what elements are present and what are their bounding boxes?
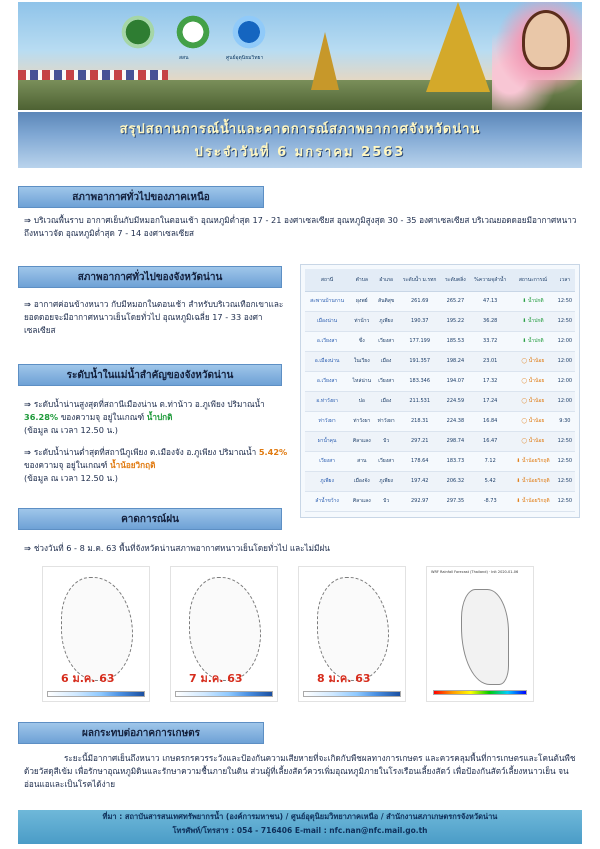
circle-icon: ◯: [521, 398, 529, 404]
table-cell: 9:30: [555, 411, 575, 431]
arrow-down-icon: ⬇: [522, 338, 528, 344]
table-cell: ◯ น้ำน้อย: [511, 351, 555, 371]
max-level-percent: 36.28%: [24, 412, 59, 422]
table-cell: อ.เวียงสา: [305, 331, 349, 351]
table-cell: ท่าวังผา: [374, 411, 397, 431]
table-cell: อ.ท่าวังผา: [305, 391, 349, 411]
col-subdistrict: ตำบล: [349, 269, 374, 291]
agri-impact-text: ระยะนี้มีอากาศเย็นถึงหนาว เกษตรกรควรระวังและป้องกันความเสียหายที่จะเกิดกับพืชผลทางการเกษตร และควรคลุมพื้นที่การเกษตรและโคนต้นพืชด้วยวัสดุสีเข้ม เพื่อรักษาอุณหภูมิดินและรักษาความชื้นภายในดิน ส่วนผู้ที่เลี้ยงสัตว์ควรเพิ่มอุณหภูมิภายในโรงเรือนเลี้ยงสัตว์ เพื่อป้องกันสัตว์เลี้ยงหนาวเย็น จนอ่อนแอและเป็นโรคได้ง่าย: [24, 753, 576, 789]
rain-forecast-text: ⇒ ช่วงวันที่ 6 - 8 ม.ค. 63 พื้นที่จังหวัดน่านสภาพอากาศหนาวเย็นโดยทั่วไป และไม่มีฝน: [24, 543, 330, 553]
title-band: [18, 112, 582, 168]
table-row: [305, 391, 575, 411]
table-cell: ในเวียง: [349, 351, 374, 371]
table-cell: ◯ น้ำน้อย: [511, 371, 555, 391]
table-cell: เมือง: [374, 351, 397, 371]
table-cell: 12:00: [555, 391, 575, 411]
table-row: [305, 471, 575, 491]
table-cell: 7.12: [469, 451, 511, 471]
table-cell: 224.59: [442, 391, 470, 411]
arrow-down-icon: ⬇: [522, 298, 528, 304]
rain-map-date: 6 ม.ค. 63: [61, 672, 115, 685]
table-cell: 224.38: [442, 411, 470, 431]
table-cell: อ.เมืองน่าน: [305, 351, 349, 371]
water-level-table: [305, 269, 575, 512]
table-cell: 292.97: [398, 491, 442, 511]
rain-map-day-3: [298, 566, 406, 702]
table-cell: ◯ น้ำน้อย: [511, 391, 555, 411]
table-cell: 33.72: [469, 331, 511, 351]
rain-forecast-heading: คาดการณ์ฝน: [18, 508, 282, 530]
page-title: สรุปสถานการณ์น้ำและคาดการณ์สภาพอากาศจังหวัดน่าน: [119, 122, 481, 137]
circle-icon: ◯: [521, 438, 529, 444]
table-cell: 23.01: [469, 351, 511, 371]
rain-colorbar: [47, 691, 145, 697]
table-cell: สะพานบ้านกาน: [305, 291, 349, 311]
table-cell: 12:50: [555, 311, 575, 331]
north-weather-text: ⇒ บริเวณพื้นราบ อากาศเย็นกับมีหมอกในตอนเช้า อุณหภูมิต่ำสุด 17 - 21 องศาเซลเซียส อุณหภูมิสูงสุด 30 - 35 องศาเซลเซียส บริเวณยอดดอยมีอากาศหนาวถึงหนาวจัด อุณหภูมิต่ำสุด 7 - 14 องศาเซลเซียส: [24, 215, 577, 238]
river-level-heading: ระดับน้ำในแม่น้ำสำคัญของจังหวัดน่าน: [18, 364, 282, 386]
table-row: [305, 311, 575, 331]
table-cell: 12:50: [555, 471, 575, 491]
max-level-status: น้ำปกติ: [146, 412, 173, 422]
table-cell: ⬇ น้ำปกติ: [511, 311, 555, 331]
table-cell: 183.73: [442, 451, 470, 471]
arrow-icon: ⇒: [24, 399, 31, 409]
table-cell: 261.69: [398, 291, 442, 311]
min-level-percent: 5.42%: [258, 447, 288, 457]
circle-icon: ◯: [521, 358, 529, 364]
table-cell: สันติสุข: [374, 291, 397, 311]
col-district: อำเภอ: [374, 269, 397, 291]
table-cell: 211.531: [398, 391, 442, 411]
nan-province-outline: [189, 577, 261, 681]
table-cell: ขึ่ง: [349, 331, 374, 351]
table-cell: เวียงสา: [374, 371, 397, 391]
table-cell: 16.84: [469, 411, 511, 431]
table-row: [305, 451, 575, 471]
table-cell: 47.13: [469, 291, 511, 311]
table-cell: 218.31: [398, 411, 442, 431]
agency-logo-1: [120, 12, 156, 52]
table-cell: 17.24: [469, 391, 511, 411]
circle-icon: ◯: [521, 418, 529, 424]
col-time: เวลา: [555, 269, 575, 291]
table-cell: เวียงสา: [305, 451, 349, 471]
col-station: สถานี: [305, 269, 349, 291]
footer-source: ที่มา : สถาบันสารสนเทศทรัพยากรน้ำ (องค์การมหาชน) / ศูนย์อุตุนิยมวิทยาภาคเหนือ / สำนักงานสภาเกษตรกรจังหวัดน่าน: [102, 812, 498, 821]
table-cell: 298.74: [442, 431, 470, 451]
table-cell: 12:50: [555, 451, 575, 471]
table-cell: 5.42: [469, 471, 511, 491]
header-banner: [18, 2, 582, 110]
arrow-icon: ⇒: [24, 215, 31, 225]
table-cell: เมืองจัง: [349, 471, 374, 491]
table-cell: ปัว: [374, 491, 397, 511]
table-cell: 194.07: [442, 371, 470, 391]
nan-province-outline: [61, 577, 133, 681]
table-cell: 12:50: [555, 291, 575, 311]
water-level-table-panel: [300, 264, 580, 518]
table-cell: ลำน้ำขว้าง: [305, 491, 349, 511]
table-cell: สาน: [349, 451, 374, 471]
table-cell: 195.22: [442, 311, 470, 331]
logo-3-text: ศูนย์อุตุนิยมวิทยา: [226, 55, 264, 61]
table-row: [305, 411, 575, 431]
table-row: [305, 371, 575, 391]
arrow-icon: ⇒: [24, 447, 31, 457]
table-cell: 185.53: [442, 331, 470, 351]
table-cell: ภูเพียง: [374, 311, 397, 331]
table-cell: ศิลาแลง: [349, 431, 374, 451]
col-water-level: ระดับน้ำ ม.รทก: [398, 269, 442, 291]
nan-weather-heading: สภาพอากาศทั่วไปของจังหวัดน่าน: [18, 266, 282, 288]
golden-pagoda-image: [426, 2, 490, 92]
table-cell: 12:00: [555, 371, 575, 391]
logo-2-text: สสน: [179, 55, 189, 61]
table-cell: ปัว: [374, 431, 397, 451]
circle-icon: ⬇: [516, 458, 522, 464]
table-cell: 190.37: [398, 311, 442, 331]
agri-impact-heading: ผลกระทบต่อภาคการเกษตร: [18, 722, 264, 744]
nan-weather-text: ⇒ อากาศค่อนข้างหนาว กับมีหมอกในตอนเช้า สำหรับบริเวณเทือกเขาและยอดดอยจะมีอากาศหนาวเย็นโดยทั่วไป อุณหภูมิเฉลี่ย 17 - 33 องศาเซลเซียส: [24, 299, 284, 335]
table-cell: ผาน้ำคุน: [305, 431, 349, 451]
table-cell: ท่าวังผา: [305, 411, 349, 431]
table-row: [305, 331, 575, 351]
table-header-row: [305, 269, 575, 291]
table-cell: 183.346: [398, 371, 442, 391]
page-date: ประจำวันที่ 6 มกราคม 2563: [194, 145, 406, 160]
table-cell: ท่าวังผา: [349, 411, 374, 431]
table-cell: ◯ น้ำน้อย: [511, 411, 555, 431]
precip-colorbar: [433, 690, 527, 695]
table-cell: เวียงสา: [374, 451, 397, 471]
circle-icon: ⬇: [516, 478, 522, 484]
table-cell: ⬇ น้ำน้อยวิกฤติ: [511, 491, 555, 511]
rain-map-day-2: [170, 566, 278, 702]
rain-colorbar: [303, 691, 401, 697]
table-cell: เมืองน่าน: [305, 311, 349, 331]
table-cell: 198.24: [442, 351, 470, 371]
circle-icon: ⬇: [516, 498, 522, 504]
river-level-item-2: ⇒ ระดับน้ำน่านต่ำสุดที่สถานีภูเพียง ต.เมืองจัง อ.ภูเพียง ปริมาณน้ำ 5.42% ของความจุ อยู่ในเกณฑ์ น้ำน้อยวิกฤติ (ข้อมูล ณ เวลา 12.50 น.): [24, 447, 288, 483]
footer: [18, 810, 582, 844]
rain-map-day-1: [42, 566, 150, 702]
river-level-item-1: ⇒ ระดับน้ำน่านสูงสุดที่สถานีเมืองน่าน ต.ท่าน้าว อ.ภูเพียง ปริมาณน้ำ 36.28% ของความจุ อยู่ในเกณฑ์ น้ำปกติ (ข้อมูล ณ เวลา 12.50 น.): [24, 399, 265, 435]
portrait-image: [522, 10, 570, 70]
table-cell: ⬇ น้ำปกติ: [511, 291, 555, 311]
small-pagoda-image: [311, 32, 339, 90]
rain-map-date: 8 ม.ค. 63: [317, 672, 371, 685]
rain-map-date: 7 ม.ค. 63: [189, 672, 243, 685]
table-cell: 16.47: [469, 431, 511, 451]
table-row: [305, 291, 575, 311]
table-cell: ⬇ น้ำน้อยวิกฤติ: [511, 451, 555, 471]
table-cell: 265.27: [442, 291, 470, 311]
table-cell: 206.32: [442, 471, 470, 491]
table-row: [305, 491, 575, 511]
table-row: [305, 351, 575, 371]
table-cell: 177.199: [398, 331, 442, 351]
agency-logo-2: [175, 12, 211, 52]
arrow-icon: ⇒: [24, 543, 31, 553]
table-cell: ภูเพียง: [305, 471, 349, 491]
table-cell: 178.64: [398, 451, 442, 471]
table-cell: ⬇ น้ำปกติ: [511, 331, 555, 351]
table-cell: 36.28: [469, 311, 511, 331]
table-cell: ⬇ น้ำน้อยวิกฤติ: [511, 471, 555, 491]
col-status: สถานะการณ์: [511, 269, 555, 291]
table-cell: เวียงสา: [374, 331, 397, 351]
table-cell: ไหล่น่าน: [349, 371, 374, 391]
table-cell: ผุงพย์: [349, 291, 374, 311]
table-cell: 12:50: [555, 431, 575, 451]
table-cell: ภูเพียง: [374, 471, 397, 491]
arrow-down-icon: ⬇: [522, 318, 528, 324]
table-cell: 12:00: [555, 351, 575, 371]
min-level-status: น้ำน้อยวิกฤติ: [110, 460, 156, 470]
arrow-icon: ⇒: [24, 299, 31, 309]
table-cell: อ.เวียงสา: [305, 371, 349, 391]
table-cell: 12:50: [555, 491, 575, 511]
rain-colorbar: [175, 691, 273, 697]
circle-icon: ◯: [521, 378, 529, 384]
thailand-rain-map: [426, 566, 534, 702]
footer-contact: โทรศัพท์/โทรสาร : 054 - 716406 E-mail : nfc.nan@nfc.mail.go.th: [172, 826, 428, 835]
col-capacity: %ความจุลำน้ำ: [469, 269, 511, 291]
table-cell: 191.357: [398, 351, 442, 371]
table-cell: ศิลาแลง: [349, 491, 374, 511]
table-cell: ◯ น้ำน้อย: [511, 431, 555, 451]
table-cell: เมือง: [374, 391, 397, 411]
north-weather-heading: สภาพอากาศทั่วไปของภาคเหนือ: [18, 186, 264, 208]
table-cell: -8.73: [469, 491, 511, 511]
table-cell: ท่าน้าว: [349, 311, 374, 331]
table-cell: 17.32: [469, 371, 511, 391]
thailand-outline: [461, 589, 509, 685]
thailand-map-header: WRF Rainfall Forecast (Thailand) · Init 2020-01-06: [431, 570, 519, 574]
table-cell: 297.35: [442, 491, 470, 511]
table-cell: 12:00: [555, 331, 575, 351]
nan-province-outline: [317, 577, 389, 681]
table-cell: 197.42: [398, 471, 442, 491]
table-row: [305, 431, 575, 451]
col-bank-level: ระดับตลิ่ง: [442, 269, 470, 291]
agency-logo-3: [231, 12, 267, 52]
table-cell: ปอ: [349, 391, 374, 411]
table-cell: 297.21: [398, 431, 442, 451]
